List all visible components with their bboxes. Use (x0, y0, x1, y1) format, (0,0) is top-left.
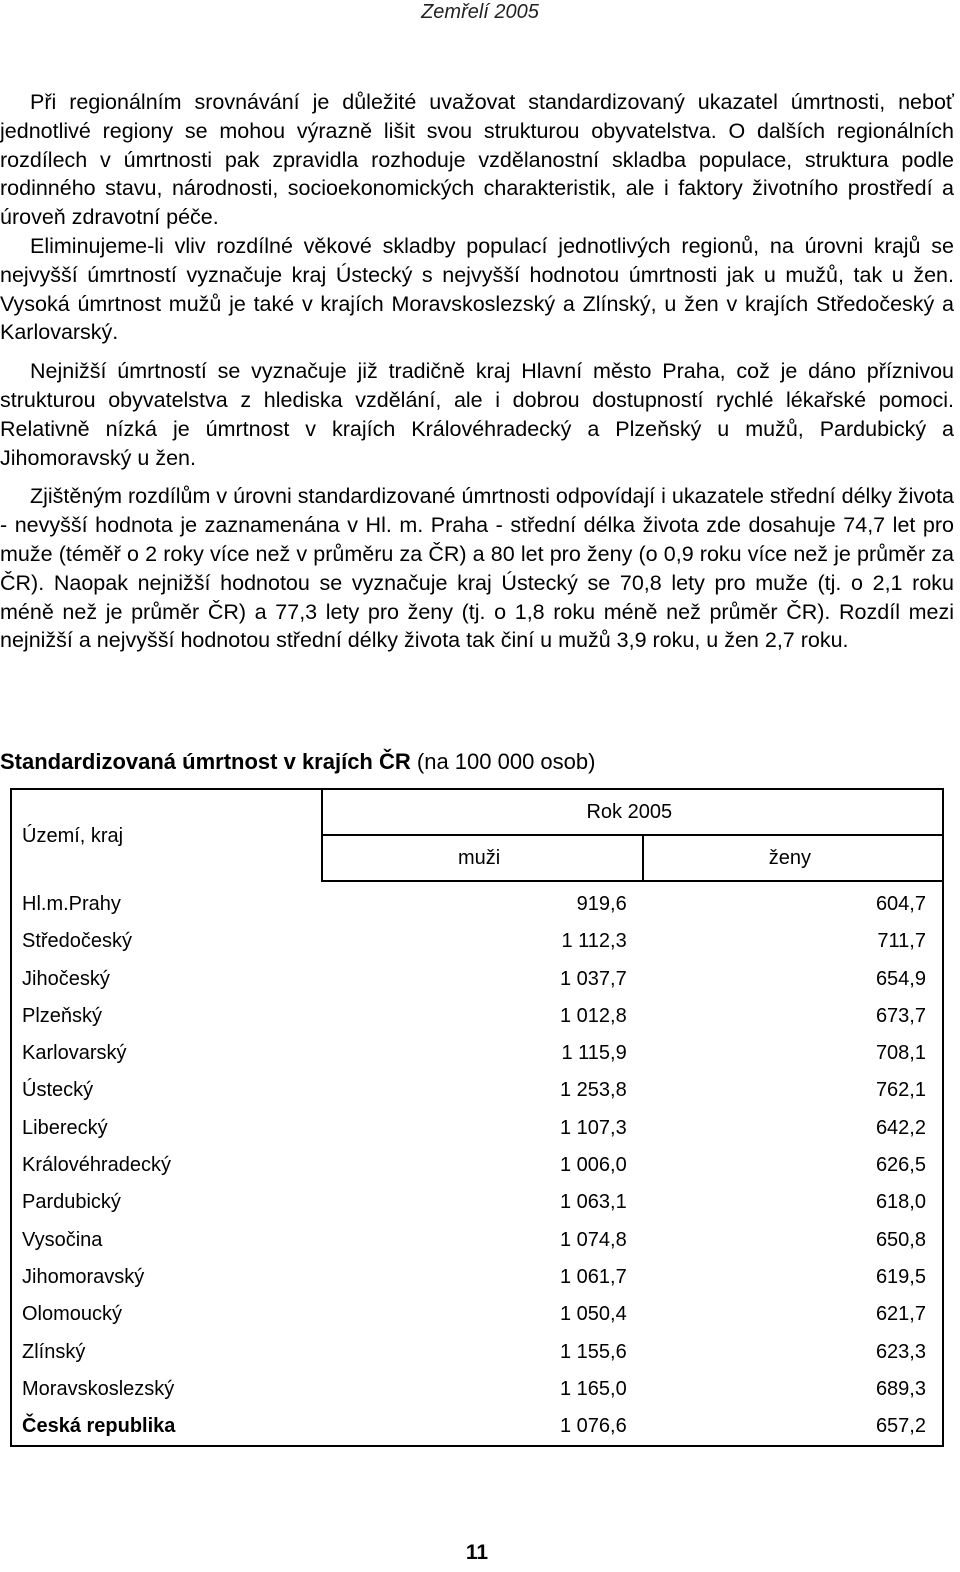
cell-region-total: Česká republika (11, 1408, 322, 1446)
table-title (0, 748, 595, 776)
cell-women: 708,1 (643, 1035, 943, 1072)
header-women: ženy (643, 835, 943, 881)
cell-men: 1 155,6 (559, 1340, 627, 1363)
cell-women: 623,3 (643, 1334, 943, 1371)
cell-region: Jihočeský (11, 961, 322, 998)
table-row (11, 998, 943, 1035)
cell-men: 1 061,7 (559, 1265, 627, 1288)
table-title-bold: Standardizovaná úmrtnost v krajích ČR (0, 749, 411, 774)
cell-men: 1 165,0 (559, 1377, 627, 1400)
cell-region: Královéhradecký (11, 1147, 322, 1184)
paragraph-1: Při regionálním srovnávání je důležité uvažovat standardizovaný ukazatel úmrtnosti, neboť jednotlivé regiony se mohou výrazně lišit svou strukturou obyvatelstva. O dalších regionálních rozdílech v úmrtnosti pak zpravidla rozhoduje vzdělanostní skladba populace, struktura podle rodinného stavu, národnosti, socioekonomických charakteristik, ale i faktory životního prostředí a úroveň zdravotní péče. (0, 90, 954, 230)
page-number: 11 (465, 1541, 489, 1564)
table-row (11, 961, 943, 998)
cell-men: 1 253,8 (559, 1079, 627, 1102)
table-row (11, 1184, 943, 1221)
cell-women: 673,7 (643, 998, 943, 1035)
mortality-table (10, 788, 944, 1447)
table-row (11, 923, 943, 960)
table-row (11, 1072, 943, 1109)
cell-region: Liberecký (11, 1110, 322, 1147)
cell-region: Plzeňský (11, 998, 322, 1035)
cell-women: 621,7 (643, 1296, 943, 1333)
table-row (11, 1259, 943, 1296)
table-row-total (11, 1408, 943, 1446)
cell-men: 1 112,3 (561, 930, 627, 953)
body-text (0, 88, 954, 655)
cell-women: 762,1 (643, 1072, 943, 1109)
cell-women: 604,7 (643, 881, 943, 923)
cell-men: 919,6 (576, 893, 627, 915)
cell-men: 1 107,3 (559, 1116, 627, 1139)
cell-men: 1 115,9 (561, 1042, 627, 1065)
cell-men-total: 1 076,6 (322, 1408, 643, 1446)
table-row (11, 1296, 943, 1333)
cell-women: 654,9 (643, 961, 943, 998)
paragraph-3: Nejnižší úmrtností se vyznačuje již tradičně kraj Hlavní město Praha, což je dáno příznivou strukturou obyvatelstva z hlediska vzdělání, ale i dobrou dostupností rychlé lékařské pomoci. Relativně nízká je úmrtnost v krajích Královéhradecký a Plzeňský u mužů, Pardubický a Jihomoravský u žen. (0, 359, 954, 470)
cell-men: 1 074,8 (559, 1228, 627, 1251)
table-row (11, 1371, 943, 1408)
table-row (11, 1110, 943, 1147)
cell-women: 689,3 (643, 1371, 943, 1408)
cell-women: 626,5 (643, 1147, 943, 1184)
table-row (11, 1147, 943, 1184)
cell-region: Karlovarský (11, 1035, 322, 1072)
header-year: Rok 2005 (322, 789, 943, 835)
table-row (11, 881, 943, 923)
cell-region: Hl.m.Prahy (11, 881, 322, 923)
cell-women: 618,0 (643, 1184, 943, 1221)
cell-region: Středočeský (11, 923, 322, 960)
cell-region: Olomoucký (11, 1296, 322, 1333)
cell-women-total: 657,2 (643, 1408, 943, 1446)
cell-women: 619,5 (643, 1259, 943, 1296)
header-men: muži (322, 835, 643, 881)
header-region: Území, kraj (11, 789, 322, 881)
cell-region: Ústecký (11, 1072, 322, 1109)
table-title-unit: (na 100 000 osob) (410, 749, 596, 774)
cell-region: Moravskoslezský (11, 1371, 322, 1408)
table-row (11, 1334, 943, 1371)
cell-men: 1 063,1 (559, 1191, 627, 1214)
table-row (11, 1222, 943, 1259)
running-header: Zemřelí 2005 (421, 1, 539, 23)
cell-women: 650,8 (643, 1222, 943, 1259)
cell-women: 711,7 (643, 923, 943, 960)
cell-region: Vysočina (11, 1222, 322, 1259)
cell-region: Jihomoravský (11, 1259, 322, 1296)
cell-region: Pardubický (11, 1184, 322, 1221)
cell-men: 1 012,8 (559, 1004, 627, 1027)
cell-men: 1 006,0 (559, 1154, 627, 1177)
paragraph-4: Zjištěným rozdílům v úrovni standardizované úmrtnosti odpovídají i ukazatele střední délky života - nevyšší hodnota je zaznamenána v Hl. m. Praha - střední délka života zde dosahuje 74,7 let pro muže (téměř o 2 roky více než v průměru za ČR) a 80 let pro ženy (o 0,9 roku více než je průměr za ČR). Naopak nejnižší hodnotou se vyznačuje kraj Ústecký se 70,8 lety pro muže (tj. o 2,1 roku méně než je průměr ČR) a 77,3 lety pro ženy (tj. o 1,8 roku méně než průměr ČR). Rozdíl mezi nejnižší a nejvyšší hodnotou střední délky života tak činí u mužů 3,9 roku, u žen 2,7 roku. (0, 484, 954, 653)
cell-region: Zlínský (11, 1334, 322, 1371)
table-row (11, 1035, 943, 1072)
table-header-row-1 (11, 789, 943, 835)
paragraph-2: Eliminujeme-li vliv rozdílné věkové skladby populací jednotlivých regionů, na úrovni krajů se nejvyšší úmrtností vyznačuje kraj Ústecký s nejvyšší hodnotou úmrtnosti jak u mužů, tak u žen. Vysoká úmrtnost mužů je také v krajích Moravskoslezský a Zlínský, u žen v krajích Středočeský a Karlovarský. (0, 233, 954, 345)
cell-women: 642,2 (643, 1110, 943, 1147)
cell-men: 1 037,7 (559, 967, 627, 990)
cell-men: 1 050,4 (559, 1303, 627, 1326)
